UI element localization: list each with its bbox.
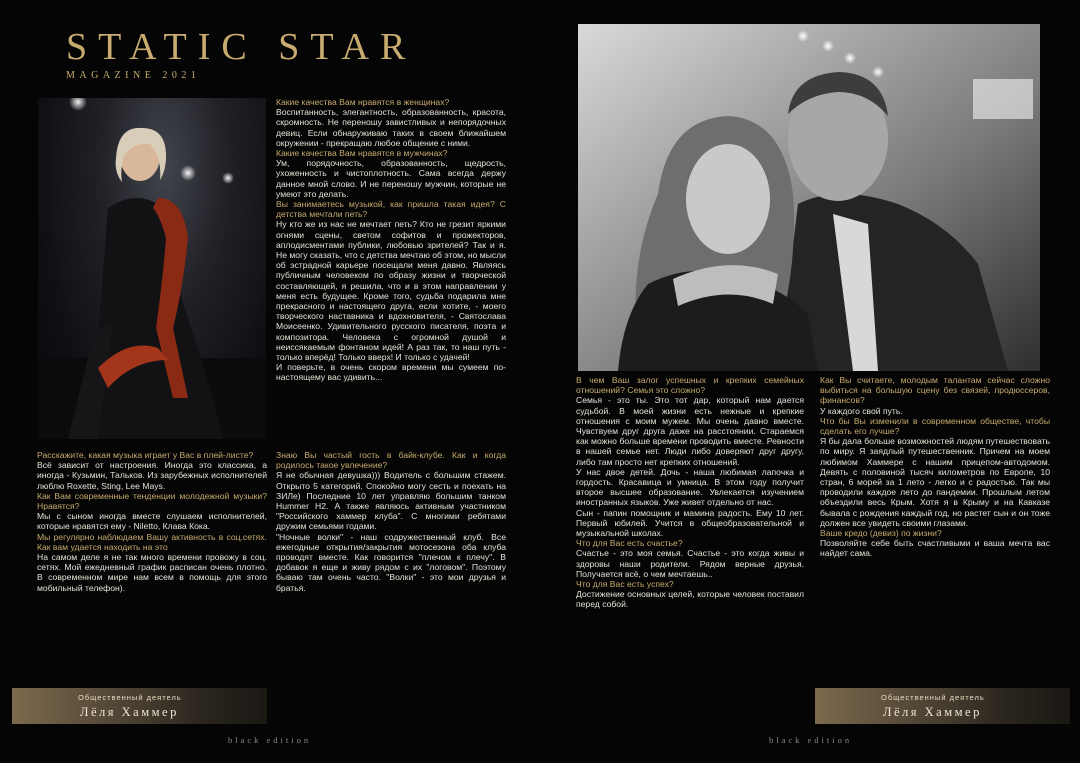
interview-question: Вы занимаетесь музыкой, как пришла такая идея? С детства мечтали петь? [276,199,506,220]
author-name-right: Лёля Хаммер [883,705,982,719]
interview-answer: И поверьте, в очень скором времени мы сумеем по-настоящему вас удивить... [276,362,506,383]
masthead-subtitle: MAGAZINE 2021 [66,70,201,81]
interview-answer: "Ночные волки" - наш содружественный клуб. Все ежегодные открытия/закрытия мотосезона оба клуба проводят вместе. Как говорится "плечом к плечу". В добавок я еще и живу рядом с их "логовом". Поэтому бываю там очень часто. "Волки" - это мои друзья и братья. [276,531,506,593]
author-role-right: Общественный деятель [881,693,985,702]
interview-question: Какие качества Вам нравятся в женщинах? [276,97,450,107]
interview-answer: Достижение основных целей, которые человек поставил перед собой. [576,589,804,610]
interview-question: Что для Вас есть успех? [576,579,674,590]
interview-answer: У каждого свой путь. [820,405,903,416]
couple-photo [578,24,1040,371]
interview-answer: Счастье - это моя семья. Счастье - это когда живы и здоровы наши родители. Рядом верные друзья. Получается всё, о чем мечтаешь.. [576,548,804,579]
interview-answer: Сын - папин помощник и мамина радость. Ему 10 лет. Первый юбилей. Учится в общеобразовательной и музыкальной школах. [576,507,804,539]
column-right-2 [820,375,1050,559]
interview-question: Как Вам современные тенденции молодежной музыки? Нравятся? [37,490,267,512]
interview-answer: Мы с сыном иногда вместе слушаем исполнителей, которые нравятся ему - Niletto, Клава Кока. [37,511,267,532]
portrait-illustration [38,98,266,439]
interview-question: Что бы Вы изменили в современном обществе, чтобы сделать его лучше? [820,415,1050,437]
column-left-2 [37,450,267,593]
masthead-title: STATIC STAR [66,26,417,68]
interview-answer: Ум, порядочность, образованность, щедрость, ухоженность и чистоплотность. Сама всегда держу данное мной слово. И не переношу мужчин, которые не умеют это делать. [276,158,506,199]
interview-answer: Я бы дала больше возможностей людям путешествовать по миру. Я заядлый путешественник. Причем на моем любимом Хаммере с нашим прицепом-автодомом. Девять с половиной тысяч километров по Европе, 10 стран, 6 морей за 1 лето - легко и с радостью. Так мы проводили каждое лето до пандемии. Прошлым летом объездили весь Крым. Хотя я в Крыму и на Кавказе бывала с рождения каждый год, но растет сын и он тоже должен все увидеть своими глазами. [820,436,1050,528]
interview-question: Ваше кредо (девиз) по жизни? [820,528,942,539]
footer-edition-right: black edition [769,735,853,745]
interview-question: Как Вы считаете, молодым талантам сейчас сложно выбиться на большую сцену без связей, продюссеров, финансов? [820,375,1050,406]
couple-illustration [578,24,1040,371]
author-badge [12,688,267,724]
interview-question: Знаю Вы частый гость в байк-клубе. Как и когда родилось такое увлечение? [276,450,506,471]
interview-answer: Я не обычная девушка))) Водитель с большим стажем. Открыто 5 категорий. Спокойно могу сесть и поехать на ЗИЛе) Последние 10 лет управляю большим танком Hummer H2. А также являюсь активным участником "Российского хаммер клуба". С многими ребятами дружим семьями годами. [276,470,506,532]
interview-question: Мы регулярно наблюдаем Вашу активность в соц.сетях. Как вам удается находить на это [37,531,267,552]
footer-edition: black edition [228,735,312,745]
right-page [540,0,1080,763]
author-name: Лёля Хаммер [80,705,179,719]
interview-question: Что для Вас есть счастье? [576,538,683,549]
interview-answer: Семья - это ты. Это тот дар, который нам дается судьбой. В моей жизни есть нежные и крепкие отношения с моим мужем. Мы очень давно вместе. Чувствуем друг друга даже на расстоянии. Стараемся как можно больше времени проводить вместе. Ревности в нашей семье нет. Люди либо доверяют друг другу, либо там просто нет крепких отношений. [576,395,804,467]
interview-answer: На самом деле я не так много времени провожу в соц. сетях. Мой ежедневный график расписан очень плотно. В современном мире нам всем в помощь для этого мобильный телефон). [37,552,267,593]
column-left-1 [276,97,506,383]
interview-answer: У нас двое детей. Дочь - наша любимая лапочка и гордость. Красавица и умница. В этом году получит второе высшее образование. Увлекается изучением иностранных языков. Уже живет отдельно от нас. [576,466,804,508]
interview-question: Какие качества Вам нравятся в мужчинах? [276,148,448,159]
author-role: Общественный деятель [78,693,182,702]
author-badge-right [815,688,1070,724]
column-right-1 [576,375,804,610]
interview-answer: Позволяйте себе быть счастливыми и ваша мечта вас найдет сама. [820,538,1050,559]
interview-answer: Воспитанность, элегантность, образованность, красота, скромность. Не переношу завистливых и непорядочных девиц. Если обнаруживаю таких в своем ближайшем окружении - прекращаю любое общение с ними. [276,107,506,148]
portrait-photo [38,98,266,439]
interview-question: Расскажите, какая музыка играет у Вас в плей-листе? [37,450,254,460]
interview-question: В чем Ваш залог успешных и крепких семейных отношений? Семья это сложно? [576,375,804,396]
interview-answer: Ну кто же из нас не мечтает петь? Кто не грезит яркими огнями сцены, светом софитов и прожекторов, аплодисментами публики, любовью зрителей? Так и я. Не могу сказать, что с детства мечтаю об этом, но мысли об эстрадной карьере посещали меня давно. Являясь публичным человеком по образу жизни и творческой составляющей, я решила, что и в этом направлении у меня есть будущее. Кроме того, судьба подарила мне прекрасного и настоящего друга, если хотите, - моего творческого наставника и вдохновителя, - Святослава Моисеенко. Удивительного русского писателя, поэта и композитора. Человека с огромной душой и неиссякаемым фонтаном идей! А раз так, то наш путь - только вперёд! Только вверх! И только с удачей! [276,219,506,363]
interview-answer: Всё зависит от настроения. Иногда это классика, а иногда - Кузьмин, Тальков. Из зарубежных исполнителей люблю Roxette, Sting, Lee Mays. [37,460,267,491]
column-left-3 [276,450,506,593]
